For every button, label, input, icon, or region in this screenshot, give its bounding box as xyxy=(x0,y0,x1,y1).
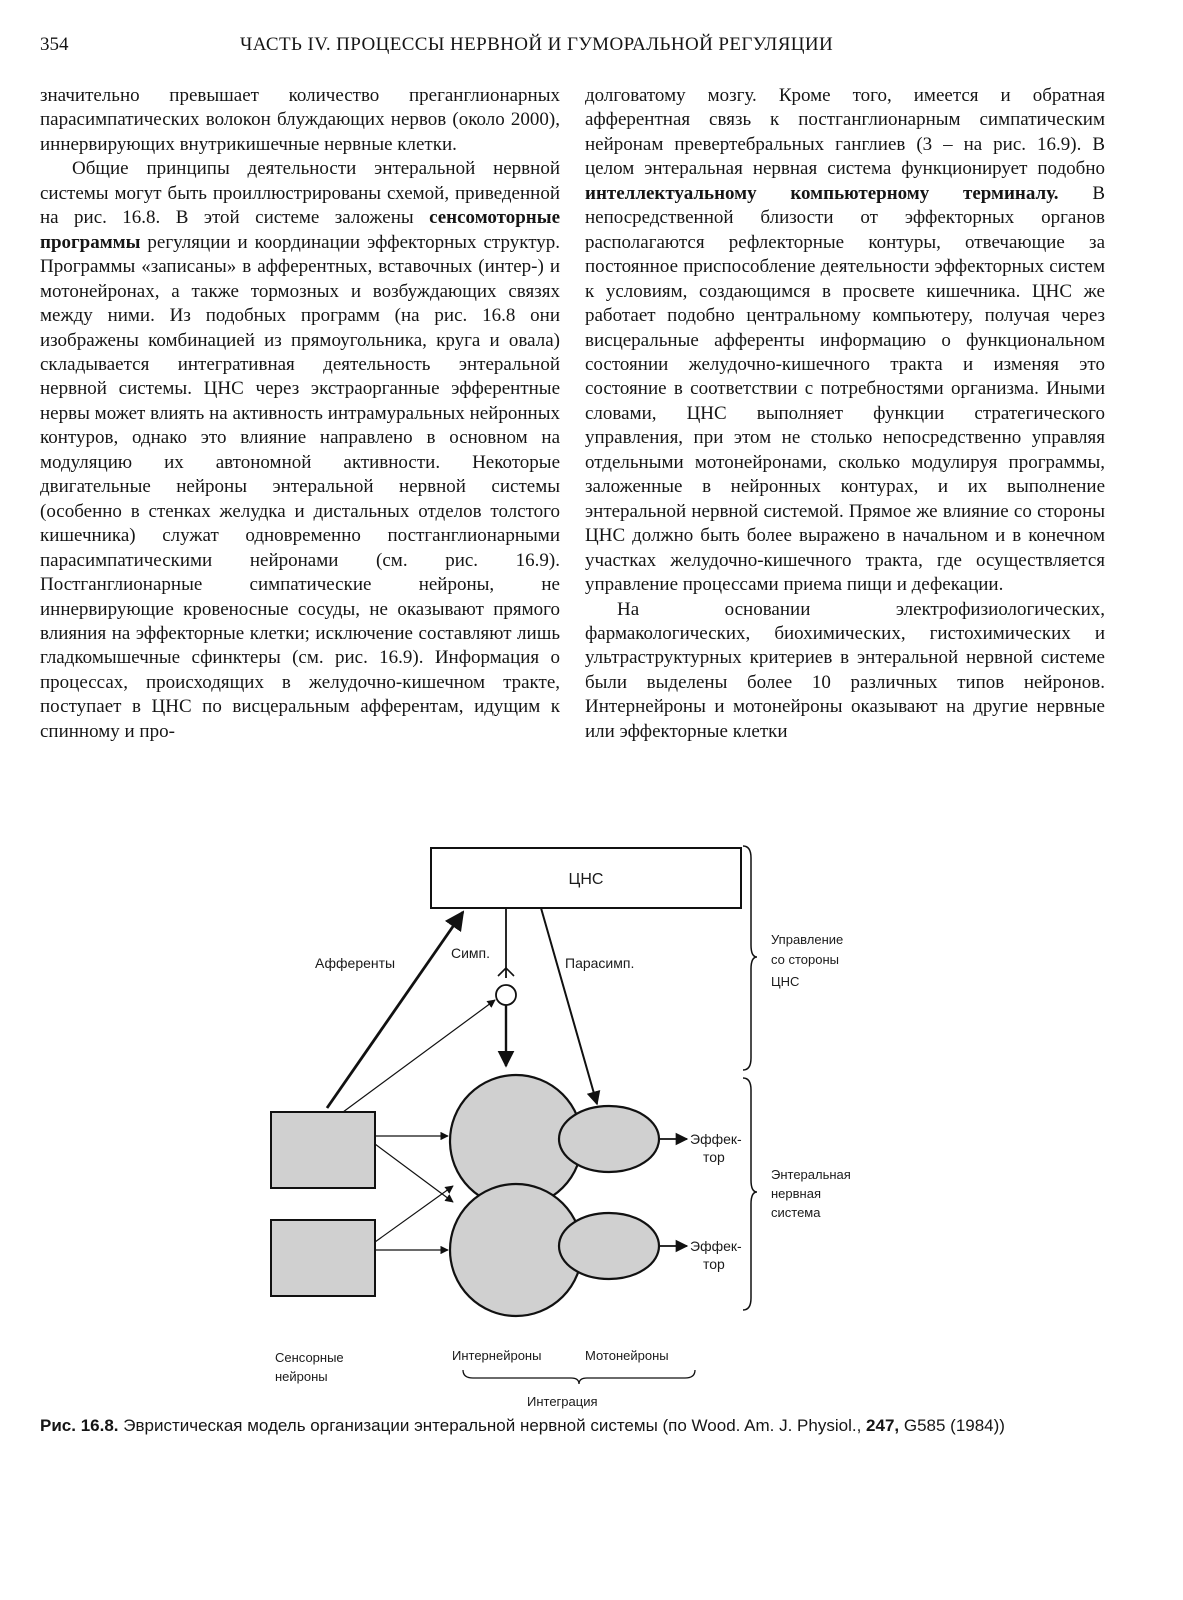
parasymp-label: Парасимп. xyxy=(565,955,635,971)
afferents-label: Афференты xyxy=(315,955,396,971)
caption-label: Рис. 16.8. xyxy=(40,1416,119,1435)
running-head: ЧАСТЬ IV. ПРОЦЕССЫ НЕРВНОЙ И ГУМОРАЛЬНОЙ РЕГУЛЯЦИИ xyxy=(240,34,834,55)
figure-diagram xyxy=(255,840,945,1420)
caption-text: Эвристическая модель организации энтеральной нервной системы (по Wood. Am. J. Physiol., xyxy=(118,1416,867,1435)
paragraph: значительно превышает количество преганглионарных парасимпатических волокон блуждающих нервов (около 2000), иннервирующих внутрикишечные нервные клетки. xyxy=(40,85,560,155)
right-text-column xyxy=(585,84,1105,744)
page-header xyxy=(40,34,1115,64)
control-label-2: со стороны xyxy=(771,952,840,967)
interneurons-label: Интернейроны xyxy=(452,1348,542,1363)
effector-label-2b: тор xyxy=(703,1256,725,1272)
control-label-3: ЦНС xyxy=(771,974,800,989)
cns-label: ЦНС xyxy=(568,871,604,888)
text-run: Общие принципы деятельности энтеральной нервной системы могут быть проиллюстрированы схемой, приведенной на рис. 16.8. В этой системе заложены xyxy=(40,158,560,229)
enteric-label-3: система xyxy=(771,1205,821,1220)
text-run: В непосредственной близости от эффекторных органов располагаются рефлекторные контуры, отвечающие за постоянное приспособление деятельности эффекторных систем к условиям, создающимся в просвете кишечника. ЦНС же работает подобно центральному компьютеру, получая через висцеральные афференты информацию о функциональном состоянии желудочно-кишечного тракта и изменяя это состояние в соответствии с потребностями организма. Иными словами, ЦНС выполняет функции стратегического управления, при этом не столько непосредственно управляя отдельными мотонейронами, сколько модулируя программы, заложенные в нейронных контурах, и их выполнение энтеральной нервной системой. Прямое же влияние со стороны ЦНС должно быть более выражено в начальном и в конечном участках желудочно-кишечного тракта, где осуществляется управление процессами приема пищи и дефекации. xyxy=(585,182,1105,596)
page-number: 354 xyxy=(40,34,69,55)
motoneurons-label: Мотонейроны xyxy=(585,1348,669,1363)
symp-label: Симп. xyxy=(451,945,491,961)
left-text-column xyxy=(40,84,560,744)
text-run: регуляции и координации эффекторных структур. Программы «записаны» в афферентных, вставочных (интер-) и мотонейронах, а также тормозных и возбуждающих связях между ними. Из подобных программ (на рис. 16.8 они изображены комбинацией из прямоугольника, круга и овала) складывается интегративная деятельность энтеральной нервной системы. ЦНС через экстраорганные эфферентные нервы может влиять на активность интрамуральных нейронных контуров, однако это влияние направлено в основном на модуляцию их автономной активности. Некоторые двигательные нейроны энтеральной нервной системы (особенно в стенках желудка и дистальных отделов толстого кишечника) служат одновременно постганглионарными парасимпатическими нейронами (см. рис. 16.9). Постганглионарные симпатические нейроны, не иннервирующие кровеносные сосуды, не оказывают прямого влияния на эффекторные клетки; исключение составляют лишь гладкомышечные сфинктеры (см. рис. 16.9). Информация о процессах, происходящих в желудочно-кишечном тракте, поступает в ЦНС по висцеральным афферентам, идущим к спинному и про- xyxy=(40,231,560,742)
motoneuron-oval xyxy=(559,1213,659,1279)
ganglion-circle xyxy=(496,985,516,1005)
motoneuron-oval xyxy=(559,1106,659,1172)
sensory-neuron-box xyxy=(271,1112,375,1188)
integration-label: Интеграция xyxy=(527,1394,598,1409)
connection-arrow xyxy=(375,1186,453,1242)
effector-label-1b: тор xyxy=(703,1149,725,1165)
bold-term: сенсомоторные программы xyxy=(40,207,560,253)
parasymp-arrow xyxy=(541,908,597,1104)
effector-label-1a: Эффек- xyxy=(690,1131,742,1147)
paragraph: На основании электрофизиологических, фармакологических, биохимических, гистохимических и ультраструктурных критериев в энтеральной нервной системе были выделены более 10 различных типов нейронов. Интернейроны и мотонейроны оказывают на другие нервные или эффекторные клетки xyxy=(585,598,1105,742)
sensory-label-2: нейроны xyxy=(275,1369,328,1384)
diagram-svg xyxy=(255,840,945,1420)
effector-label-2a: Эффек- xyxy=(690,1238,742,1254)
connection-arrow xyxy=(375,1144,453,1202)
integration-brace xyxy=(463,1370,695,1384)
control-label-1: Управление xyxy=(771,932,844,947)
caption-volume: 247, xyxy=(866,1416,900,1435)
enteric-label-1: Энтеральная xyxy=(771,1167,851,1182)
brace-upper xyxy=(743,846,757,1070)
sensory-label-1: Сенсорные xyxy=(275,1350,344,1365)
figure-caption xyxy=(40,1414,1115,1437)
enteric-label-2: нервная xyxy=(771,1186,821,1201)
afferent-arrow xyxy=(327,912,463,1108)
paragraph xyxy=(40,157,560,744)
sensory-neuron-box xyxy=(271,1220,375,1296)
brace-lower xyxy=(743,1078,757,1310)
bold-term: интеллектуальному компьютерному терминалу. xyxy=(585,182,1059,204)
caption-text: G585 (1984)) xyxy=(899,1416,1005,1435)
text-run: долговатому мозгу. Кроме того, имеется и обратная афферентная связь к постганглионарным симпатическим нейронам превертебральных ганглиев (3 – на рис. 16.9). В целом энтеральная нервная система функционирует подобно xyxy=(585,85,1105,180)
paragraph xyxy=(585,84,1105,598)
